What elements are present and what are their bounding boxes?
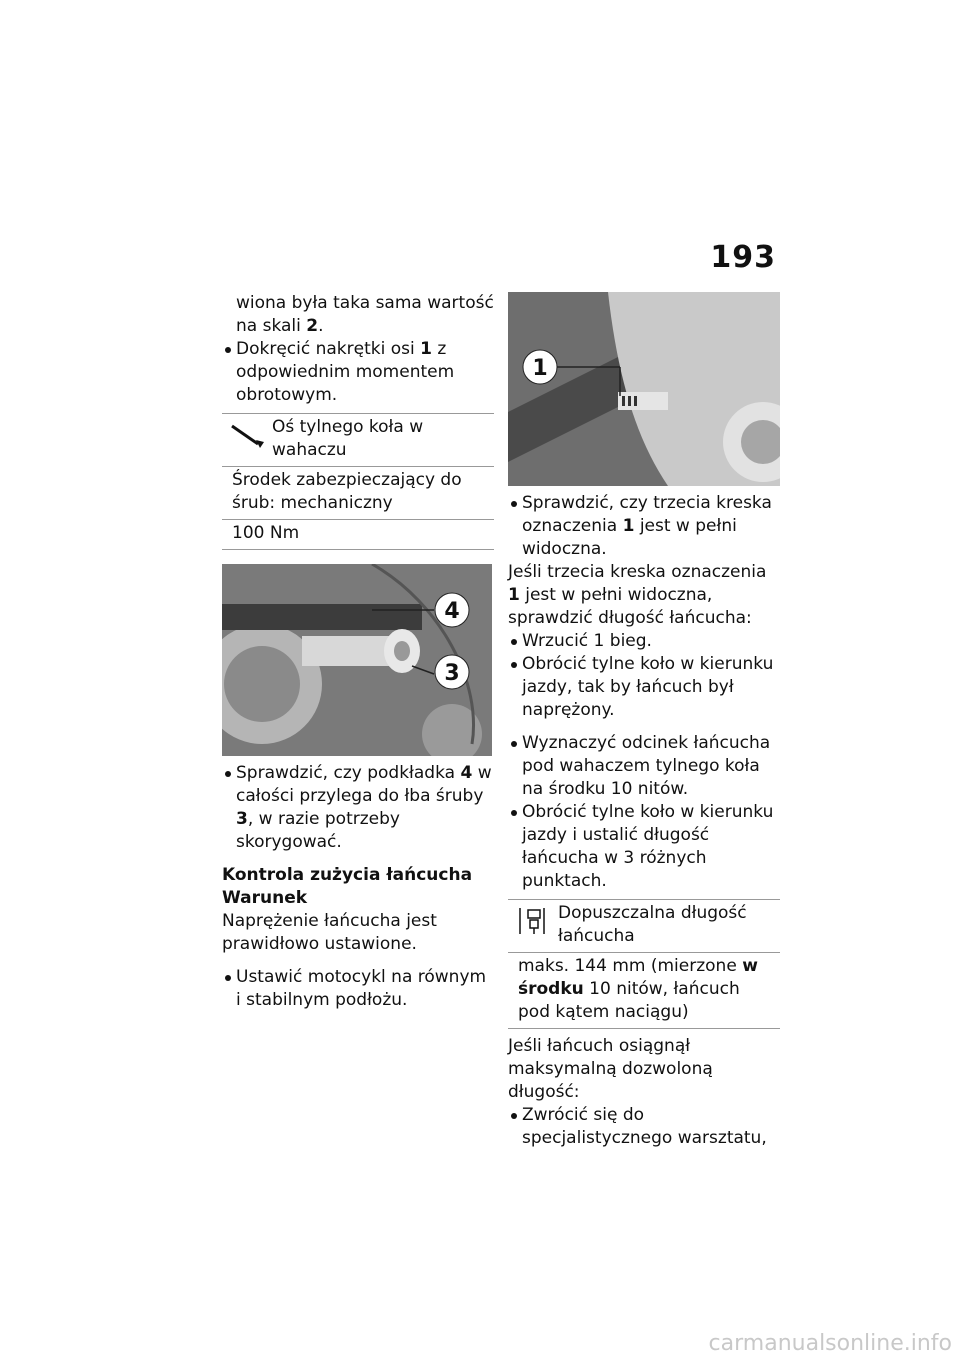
- bullet-first-gear: Wrzucić 1 bieg.: [508, 630, 780, 653]
- bullet-measure-length: Obrócić tylne koło w kierunku jazdy i ustalić długość łańcucha w 3 różnych punktach.: [508, 801, 780, 893]
- page-number: 193: [710, 240, 776, 275]
- intro-text: wiona była taka sama wartość na skali 2.: [236, 293, 494, 336]
- condition-heading: Warunek: [222, 888, 308, 908]
- left-column: [222, 292, 494, 1012]
- photo-label-4: 4: [444, 599, 460, 624]
- washer-photo: [222, 564, 492, 756]
- section-heading: Kontrola zużycia łańcucha: [222, 865, 473, 885]
- chain-length-spec-table: [508, 899, 780, 1029]
- bullet-rotate-tension: Obrócić tylne koło w kierunku jazdy, tak by łańcuch był naprężony.: [508, 653, 780, 722]
- watermark: carmanualsonline.info: [708, 1331, 952, 1356]
- torque-spec-table: [222, 413, 494, 550]
- torque-spec-compound: Środek zabezpieczający do śrub: mechaniczny: [222, 467, 494, 520]
- bullet-mark-section: Wyznaczyć odcinek łańcucha pod wahaczem tylnego koła na środku 10 nitów.: [508, 732, 780, 801]
- torque-spec-title: Oś tylnego koła w wahaczu: [222, 414, 494, 467]
- bullet-contact-workshop: Zwrócić się do specjalistycznego warsztatu,: [508, 1104, 780, 1150]
- bullet-park-motorcycle: Ustawić motocykl na równym i stabilnym podłożu.: [222, 966, 494, 1012]
- bullet-check-third-mark: Sprawdzić, czy trzecia kreska oznaczenia 1 jest w pełni widoczna.: [508, 492, 780, 561]
- photo-label-1: 1: [532, 356, 548, 381]
- chain-spec-value: maks. 144 mm (mierzone w środku 10 nitów, łańcuch pod kątem naciągu): [508, 953, 780, 1029]
- chain-measure-icon: [516, 906, 552, 936]
- chain-mark-photo: [508, 292, 780, 486]
- torque-spec-value: 100 Nm: [222, 520, 494, 550]
- bullet-tighten-nuts: Dokręcić nakrętki osi 1 z odpowiednim momentem obrotowym.: [222, 338, 494, 407]
- bullet-check-washer: Sprawdzić, czy podkładka 4 w całości przylega do łba śruby 3, w razie potrzeby skorygować.: [222, 762, 494, 854]
- photo-label-3: 3: [444, 661, 460, 686]
- condition-max-length: Jeśli łańcuch osiągnął maksymalną dozwoloną długość:: [508, 1036, 713, 1102]
- chain-spec-title: Dopuszczalna długość łańcucha: [508, 900, 780, 953]
- condition-text: Naprężenie łańcucha jest prawidłowo ustawione.: [222, 911, 437, 954]
- wrench-icon: [230, 420, 266, 450]
- right-column: [508, 292, 780, 1150]
- condition-mark-visible: Jeśli trzecia kreska oznaczenia 1 jest w pełni widoczna, sprawdzić długość łańcucha:: [508, 562, 767, 628]
